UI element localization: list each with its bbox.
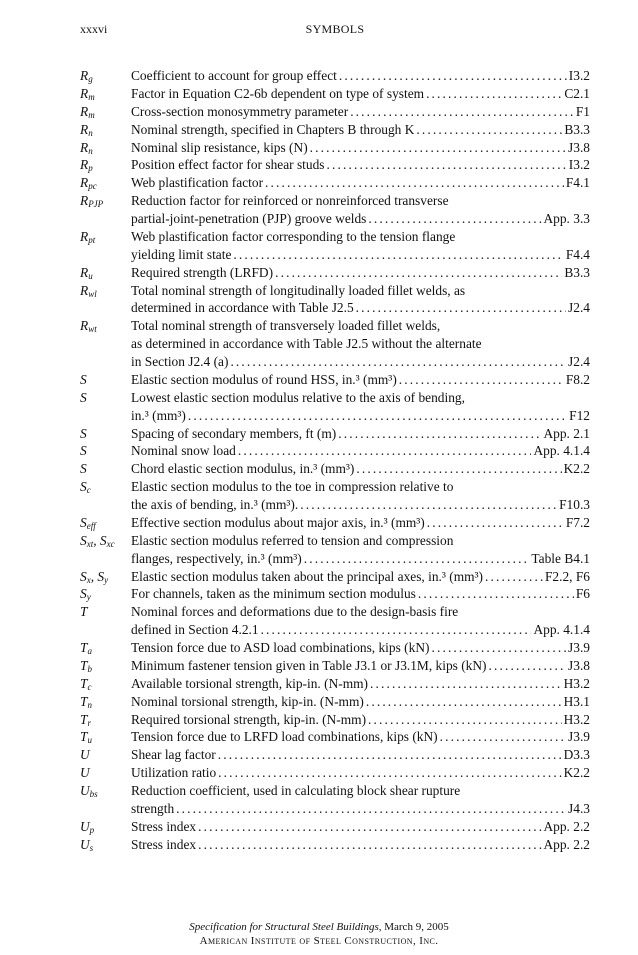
symbol-name [80,514,96,532]
section-reference: F8.2 [565,371,590,387]
leader-dots [176,800,566,818]
symbol-letter: U [80,836,90,852]
definition-text: Utilization ratio [131,765,217,781]
leader-dots [418,585,574,603]
definition-text: Required torsional strength, kip-in. (N-mm) [131,711,367,727]
definition-text: Required strength (LRFD) [131,264,274,280]
symbol-name [80,639,92,657]
symbol-subscript: PJP [88,199,104,210]
definition-line [131,818,590,836]
symbol-letter: U [80,765,90,781]
definition-line [131,85,590,103]
definition-text: Reduction factor for reinforced or nonreinforced transverse [131,193,449,209]
symbol-name [80,389,87,407]
symbol-letter: S [80,461,87,477]
definition-text: Factor in Equation C2-6b dependent on type of system [131,85,425,101]
definition-line [131,836,590,854]
leader-dots [426,85,562,103]
symbol-subscript: n [88,127,93,138]
definition-line [131,800,590,818]
symbol-subscript: n [87,699,92,710]
section-reference: J2.4 [568,354,590,369]
leader-dots [338,425,541,443]
section-reference: Table B4.1 [531,550,590,566]
definition-line [131,746,590,764]
symbol-name [80,282,97,300]
symbol-letter: S [80,586,87,602]
symbol-entry [80,478,590,514]
section-reference: F7.2 [565,514,590,530]
symbol-letter: U [80,783,90,798]
footer-date: March 9, 2005 [384,921,449,933]
symbol-name [80,603,87,621]
definition-text: Nominal slip resistance, kips (N) [131,139,308,155]
definition-text: as determined in accordance with Table J2.5 without the alternate [131,336,482,352]
definition-line [131,514,590,532]
definition-text: Elastic section modulus of round HSS, in.³ (mm³) [131,371,397,387]
section-reference: F2.2, F6 [544,568,590,584]
symbol-letter: S [80,568,87,584]
definition-text: Elastic section modulus to the toe in compression relative to [131,479,454,495]
leader-dots [188,407,567,425]
symbol-name [80,85,95,103]
symbol-name [80,693,92,711]
definition-line [131,228,590,246]
definition-line [131,174,590,192]
definition-line [131,764,590,782]
section-reference: J3.8 [568,657,590,673]
symbol-letter: S [80,389,87,405]
definition-line [131,407,590,425]
symbol-subscript: p [88,163,93,174]
section-reference: F10.3 [559,497,590,512]
symbol-subscript: eff [86,520,96,531]
definition-line [131,371,590,389]
leader-dots [489,657,567,675]
symbol-entry [80,103,590,121]
symbol-subscript: pt [88,234,96,245]
definition-line [131,693,590,711]
leader-dots [327,156,567,174]
symbol-name [80,174,97,192]
symbol-entry [80,818,590,836]
definition-line [131,317,590,335]
definition-text: Nominal torsional strength, kip-in. (N-mm) [131,693,364,709]
symbol-name [80,103,95,121]
definition-line [131,121,590,139]
symbol-entry [80,67,590,85]
symbol-name [80,264,93,282]
symbol-entry [80,728,590,746]
symbol-letter: R [80,175,89,191]
leader-dots [198,836,541,854]
symbol-letter: S [80,425,87,441]
symbol-name [80,711,91,729]
symbol-entry [80,603,590,639]
definition-text: Web plastification factor corresponding to the tension flange [131,228,456,244]
definition-text: partial-joint-penetration (PJP) groove welds [131,211,367,226]
section-reference: J2.4 [568,300,590,316]
symbol-letter: S [97,568,105,584]
leader-dots [370,675,562,693]
symbol-letter: T [80,711,88,727]
symbol-entry [80,711,590,729]
symbol-letter: T [80,729,88,745]
definition-line [131,425,590,443]
leader-dots [233,246,563,264]
definition-text: Nominal forces and deformations due to the design-basis fire [131,604,459,620]
symbol-entry [80,85,590,103]
definition-line [131,156,590,174]
symbol-subscript: c [86,485,91,496]
definition-text: the axis of bending, in.³ (mm³). [131,497,299,512]
section-reference: App. 3.3 [543,211,590,226]
definition-text: Chord elastic section modulus, in.³ (mm³) [131,461,355,477]
definition-line [131,460,590,478]
definition-line [131,550,590,568]
leader-dots [368,711,562,729]
symbol-letter: T [80,693,88,709]
symbol-entry [80,657,590,675]
section-reference: K2.2 [563,461,590,477]
symbol-name [80,121,93,139]
symbol-subscript: y [86,592,91,603]
leader-dots [399,371,564,389]
section-reference: I3.2 [568,68,590,83]
definition-line [131,139,590,157]
definition-text: in Section J2.4 (a) [131,354,229,369]
definition-line [131,728,590,746]
symbol-subscript: wl [88,288,97,299]
definition-text: Elastic section modulus referred to tension and compression [131,532,454,548]
symbol-letter: R [80,68,89,83]
definition-text: Total nominal strength of longitudinally loaded fillet welds, as [131,282,466,298]
section-reference: B3.3 [564,264,590,280]
symbol-entry [80,264,590,282]
leader-dots [304,550,530,568]
symbol-entry [80,389,590,425]
symbol-entry [80,639,590,657]
symbol-name [80,425,87,443]
symbol-entry [80,782,590,818]
symbol-subscript: s [89,842,94,853]
symbol-name [80,585,91,603]
symbol-name [80,657,92,675]
symbol-entry [80,764,590,782]
leader-dots [230,353,566,371]
section-reference: D3.3 [563,747,590,763]
section-reference: App. 4.1.4 [533,443,590,459]
symbol-subscript: y [104,574,109,585]
definition-line [131,711,590,729]
definition-line [131,192,590,210]
section-reference: K2.2 [563,765,590,781]
symbol-subscript: wt [88,324,97,335]
symbol-entry [80,675,590,693]
definition-line [131,264,590,282]
section-reference: F1 [575,103,590,119]
definition-line [131,442,590,460]
definition-text: Available torsional strength, kip-in. (N-mm) [131,675,369,691]
definition-line [131,282,590,300]
leader-dots [300,496,557,514]
symbol-entry [80,371,590,389]
symbol-name [80,782,98,800]
definition-line [131,532,590,550]
symbol-entry [80,514,590,532]
definition-text: flanges, respectively, in.³ (mm³) [131,550,302,566]
definition-line [131,210,590,228]
definition-text: Nominal snow load [131,443,236,459]
symbol-letter: R [80,157,89,173]
leader-dots [368,210,541,228]
symbol-entry [80,585,590,603]
symbol-entry [80,282,590,318]
symbol-name [80,139,93,157]
definition-line [131,657,590,675]
symbol-name [80,675,91,693]
definition-line [131,478,590,496]
symbol-letter: R [80,139,89,155]
leader-dots [427,514,564,532]
definition-line [131,639,590,657]
symbol-entry [80,693,590,711]
leader-dots [356,299,566,317]
symbols-list [80,67,590,854]
symbol-name [80,228,95,246]
symbol-name [80,764,90,782]
symbol-name [80,192,103,210]
symbol-entry [80,317,590,371]
symbol-name [80,478,91,496]
definition-line [131,389,590,407]
symbol-letter: T [80,604,88,620]
definition-text: Position effect factor for shear studs [131,157,325,173]
definition-text: Shear lag factor [131,747,216,763]
symbol-letter: T [80,657,88,673]
section-reference: App. 2.2 [543,836,590,852]
definition-line [131,568,590,586]
definition-text: Spacing of secondary members, ft (m) [131,425,337,441]
definition-line [131,675,590,693]
symbol-name: $S_{xt}$, $S_{xc}$ [80,532,115,549]
definition-line [131,103,590,121]
definition-text: Nominal strength, specified in Chapters B through K [131,121,415,137]
section-reference: J3.9 [568,640,590,655]
leader-dots [339,67,567,85]
symbol-letter: U [80,747,90,763]
definition-text: Stress index [131,818,197,834]
section-reference: B3.3 [564,121,590,137]
section-reference: App. 4.1.4 [533,622,590,638]
symbol-entry [80,568,590,586]
definition-line [131,299,590,317]
section-reference: I3.2 [568,157,590,173]
symbol-entry [80,836,590,854]
page-header [80,22,590,40]
leader-dots [261,621,532,639]
section-reference: J4.3 [568,800,590,816]
symbol-letter: R [80,85,89,101]
leader-dots [356,460,561,478]
symbol-entry [80,746,590,764]
leader-dots [440,728,566,746]
footer-spec-title: Specification for Structural Steel Buildings, [189,921,382,933]
definition-text: strength [131,800,175,816]
symbol-entry [80,156,590,174]
definition-text: determined in accordance with Table J2.5 [131,300,354,316]
running-title: SYMBOLS [305,22,365,36]
symbol-subscript: b [87,663,92,674]
symbol-subscript: p [89,824,95,835]
symbol-name [80,728,92,746]
section-reference: App. 2.2 [543,818,590,834]
definition-text: yielding limit state [131,246,232,262]
symbol-entry [80,442,590,460]
symbol-entry [80,121,590,139]
symbol-subscript: u [88,270,93,281]
section-reference: H3.2 [563,675,590,691]
leader-dots [198,818,541,836]
leader-dots [275,264,562,282]
symbol-letter: R [80,121,89,137]
definition-text: in.³ (mm³) [131,407,186,423]
symbol-letter: R [80,264,89,280]
symbol-name [80,317,97,335]
symbol-subscript: xc [106,538,115,549]
symbol-name: $S_x$, $S_y$ [80,568,109,585]
symbol-letter: R [80,318,89,334]
leader-dots [485,568,543,586]
section-reference: J3.9 [568,729,590,745]
definition-text: Effective section modulus about major axis, in.³ (mm³) [131,514,425,530]
symbol-letter: R [80,193,89,209]
leader-dots [431,639,566,657]
symbol-entry [80,460,590,478]
symbol-letter: S [80,371,87,387]
symbol-name [80,746,90,764]
definition-text: Coefficient to account for group effect [131,68,337,83]
section-reference: F6 [575,586,590,602]
leader-dots [310,139,566,157]
definition-text: defined in Section 4.2.1 [131,622,259,638]
symbol-letter: S [80,532,87,548]
leader-dots [238,442,532,460]
symbol-letter: R [80,228,89,244]
symbol-name [80,818,94,836]
definition-line [131,496,590,514]
definition-line [131,621,590,639]
symbol-subscript: a [87,646,92,656]
symbol-subscript: m [88,109,95,120]
definition-text: For channels, taken as the minimum section modulus [131,586,416,602]
definition-text: Stress index [131,836,197,852]
leader-dots [218,746,562,764]
symbol-letter: S [80,479,87,495]
symbol-entry [80,139,590,157]
section-reference: H3.1 [563,693,590,709]
symbol-subscript: c [87,681,92,692]
symbol-subscript: g [88,74,93,84]
symbol-name [80,156,93,174]
definition-line [131,246,590,264]
symbol-subscript: x [86,574,91,585]
symbol-subscript: u [87,735,92,746]
leader-dots [416,121,562,139]
symbol-name [80,67,93,85]
symbol-entry [80,174,590,192]
symbol-letter: R [80,103,89,119]
section-reference: C2.1 [564,85,590,101]
definition-text: Tension force due to ASD load combinations, kips (kN) [131,640,430,655]
definition-text: Reduction coefficient, used in calculating block shear rupture [131,783,461,798]
definition-text: Cross-section monosymmetry parameter [131,103,349,119]
leader-dots [265,174,564,192]
symbol-name [80,460,87,478]
section-reference: App. 2.1 [543,425,590,441]
symbol-entry [80,532,590,568]
symbol-letter: S [80,443,87,459]
symbol-letter: U [80,818,90,834]
symbol-letter: T [80,640,88,655]
definition-text: Tension force due to LRFD load combinations, kips (kN) [131,729,438,745]
definition-text: Total nominal strength of transversely loaded fillet welds, [131,318,441,334]
definition-line [131,585,590,603]
definition-text: Elastic section modulus taken about the principal axes, in.³ (mm³) [131,568,484,584]
definition-text: Web plastification factor [131,175,264,191]
section-reference: F12 [569,407,590,423]
symbol-subscript: n [88,145,93,156]
symbol-name [80,371,87,389]
symbol-subscript: m [88,91,95,102]
definition-line [131,335,590,353]
definition-line [131,603,590,621]
symbol-name [80,836,93,854]
symbol-entry [80,192,590,228]
symbol-entry [80,228,590,264]
leader-dots [366,693,562,711]
definition-text: Minimum fastener tension given in Table J3.1 or J3.1M, kips (kN) [131,657,487,673]
definition-line [131,67,590,85]
symbol-subscript: bs [89,789,98,799]
section-reference: J3.8 [568,139,590,155]
symbol-entry [80,425,590,443]
symbol-name [80,442,87,460]
symbol-subscript: r [87,717,91,728]
page-footer [0,920,638,948]
footer-organization: American Institute of Steel Construction, Inc. [199,935,439,947]
leader-dots [350,103,574,121]
page-number: xxxvi [80,22,108,36]
section-reference: F4.4 [565,246,590,262]
symbol-subscript: xt [86,538,94,549]
section-reference: H3.2 [563,711,590,727]
definition-text: Lowest elastic section modulus relative to the axis of bending, [131,389,465,405]
leader-dots [218,764,561,782]
symbol-letter: T [80,675,88,691]
symbol-letter: R [80,282,89,298]
symbol-letter: S [99,532,107,548]
symbol-subscript: pc [88,181,97,192]
definition-line [131,782,590,800]
definition-line [131,353,590,371]
section-reference: F4.1 [565,175,590,191]
symbol-letter: S [80,514,87,530]
